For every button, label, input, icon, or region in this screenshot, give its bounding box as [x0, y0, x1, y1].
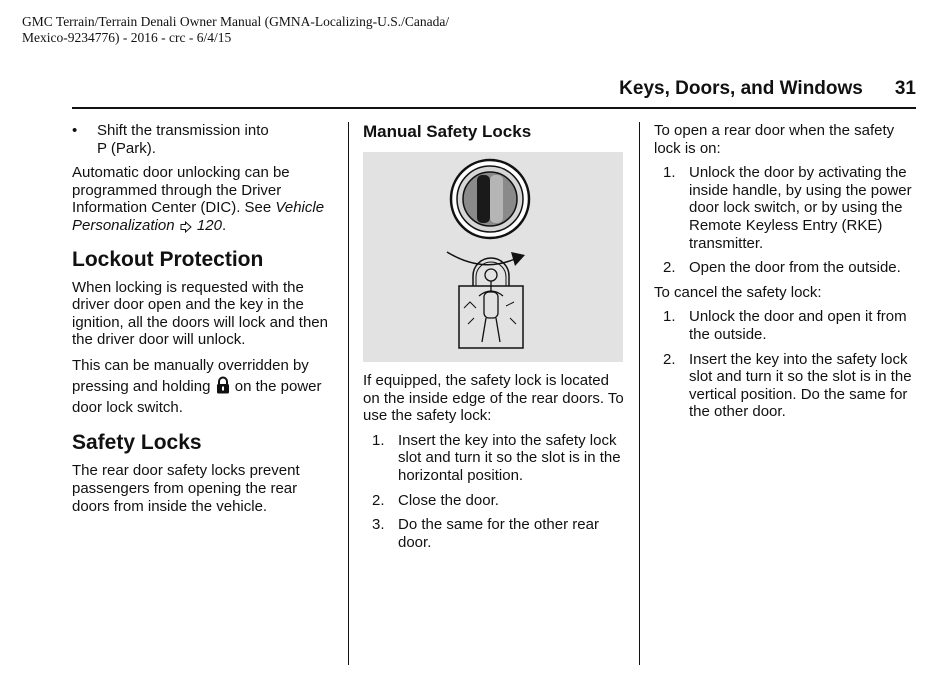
- step-number: 1.: [372, 431, 385, 449]
- step-text: Unlock the door by activating the inside handle, by using the power door lock switch, or by using the Remote Keyless Entry (RKE) transmitter.: [689, 164, 912, 252]
- step-number: 3.: [372, 516, 385, 534]
- list-item: [363, 432, 625, 485]
- step-number: 2.: [372, 491, 385, 509]
- list-item: [363, 516, 625, 551]
- cancel-safety-lock-steps: [654, 308, 916, 421]
- list-item: [654, 351, 916, 421]
- bullet-item: [72, 122, 334, 157]
- list-item: [654, 259, 916, 277]
- step-text: Unlock the door and open it from the outside.: [689, 308, 907, 343]
- column-1: [72, 122, 334, 522]
- step-number: 2.: [663, 350, 676, 368]
- step-text: Insert the key into the safety lock slot and turn it so the slot is in the vertical position. Do the same for the other door.: [689, 350, 912, 421]
- safety-lock-illustration: [363, 152, 623, 362]
- page-number: 31: [894, 78, 916, 99]
- lockout-protection-heading: Lockout Protection: [72, 247, 264, 271]
- open-rear-door-steps: [654, 164, 916, 277]
- header-rule: [72, 107, 916, 109]
- lockout-paragraph: When locking is requested with the driver door open and the key in the ignition, all the doors will lock and then the driver door will unlock.: [72, 278, 328, 349]
- override-paragraph: [72, 356, 334, 419]
- step-number: 2.: [663, 259, 676, 277]
- column-divider-1: [348, 122, 349, 665]
- column-divider-2: [639, 122, 640, 665]
- bullet-mark: •: [72, 122, 78, 139]
- ref-arrow-icon: [180, 221, 192, 233]
- step-text: Open the door from the outside.: [689, 259, 901, 277]
- safety-locks-paragraph: The rear door safety locks prevent passengers from opening the rear doors from inside the vehicle.: [72, 462, 300, 515]
- section-title: Keys, Doors, and Windows: [619, 78, 863, 99]
- safety-locks-heading: Safety Locks: [72, 431, 202, 455]
- open-rear-door-intro: To open a rear door when the safety lock is on:: [654, 122, 895, 157]
- column-2: [363, 122, 625, 558]
- xref-page: 120: [196, 216, 222, 234]
- dic-end: .: [221, 216, 227, 234]
- override-text-b: on the power door lock switch.: [72, 378, 322, 416]
- dic-text: Automatic door unlocking can be programmed through the Driver Information Center (DIC). See: [72, 164, 290, 217]
- document-header: [22, 14, 542, 46]
- xref-title: Vehicle Personalization: [72, 199, 325, 234]
- list-item: [654, 164, 916, 252]
- override-text-a: This can be manually overridden by pressing and holding: [72, 356, 309, 396]
- bullet-line-2: P (Park).: [97, 139, 156, 157]
- dic-paragraph: [72, 164, 334, 234]
- step-text: Do the same for the other rear door.: [398, 516, 599, 551]
- step-text: Insert the key into the safety lock slot and turn it so the slot is in the horizontal position.: [398, 431, 621, 484]
- step-text: Close the door.: [398, 491, 499, 509]
- cancel-safety-lock-intro: To cancel the safety lock:: [654, 283, 822, 301]
- lock-icon: [216, 376, 230, 394]
- manual-safety-steps: [363, 432, 625, 552]
- column-3: [654, 122, 916, 428]
- manual-safety-locks-heading: Manual Safety Locks: [363, 122, 532, 141]
- running-head: [619, 78, 916, 100]
- manual-safety-intro: If equipped, the safety lock is located on the inside edge of the rear doors. To use the safety lock:: [363, 372, 624, 425]
- list-item: [363, 492, 625, 510]
- doc-header-line-1: GMC Terrain/Terrain Denali Owner Manual (GMNA-Localizing-U.S./Canada/: [22, 14, 450, 29]
- list-item: [654, 308, 916, 343]
- safety-lock-drawing: [363, 152, 623, 362]
- step-number: 1.: [663, 164, 676, 182]
- step-number: 1.: [663, 308, 676, 326]
- bullet-line-1: Shift the transmission into: [97, 122, 269, 139]
- doc-header-line-2: Mexico-9234776) - 2016 - crc - 6/4/15: [22, 30, 232, 45]
